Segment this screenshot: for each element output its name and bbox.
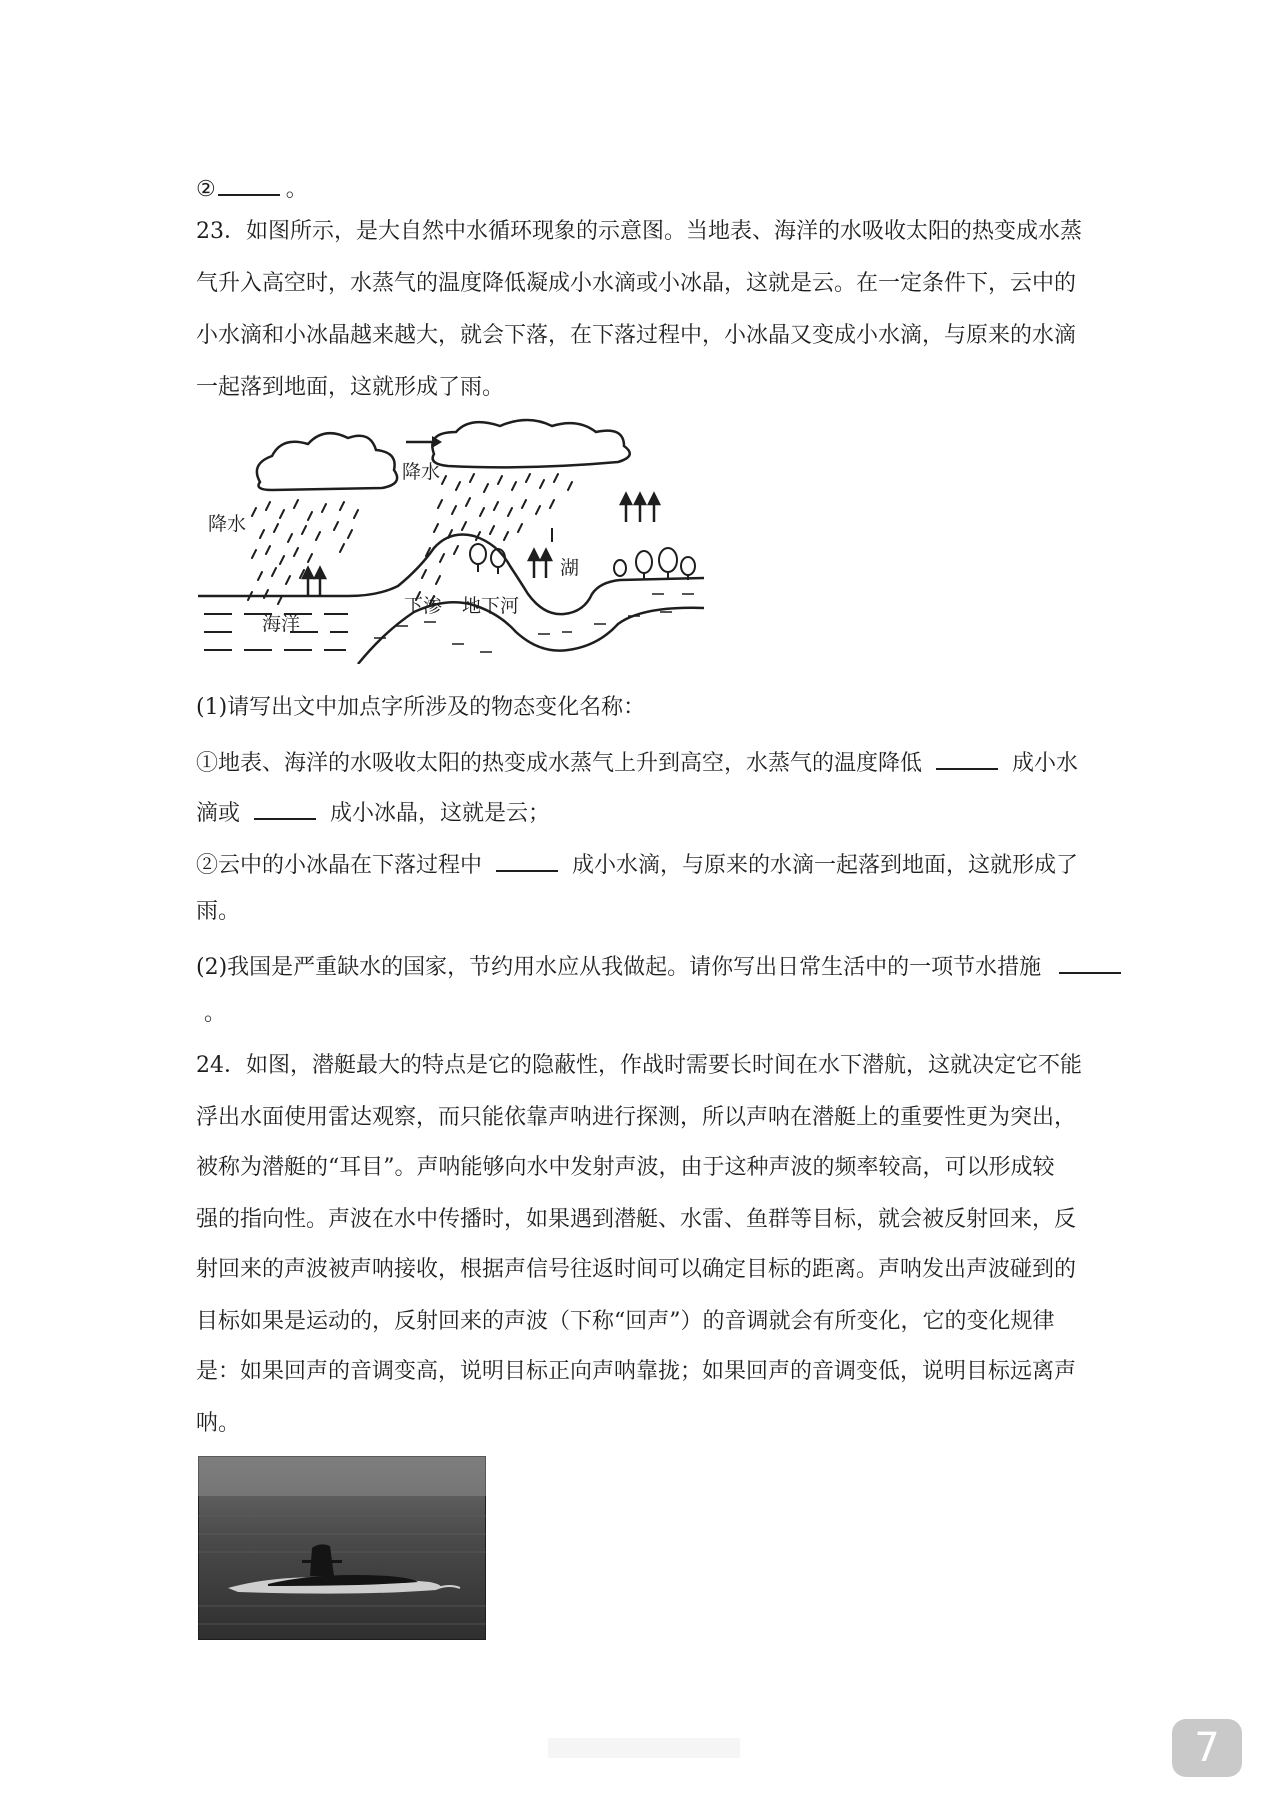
q24-line-8: 呐。 xyxy=(196,1411,241,1436)
watermark-strip xyxy=(548,1738,740,1758)
q22-marker: ② xyxy=(196,177,216,202)
answer-blank[interactable] xyxy=(254,796,316,820)
q23-sub1-a-line2 xyxy=(196,796,550,828)
q23-sub2-text: (2)我国是严重缺水的国家，节约用水应从我做起。请你写出日常生活中的一项节水措施 xyxy=(196,955,1042,980)
label-infiltration: 下渗 xyxy=(404,595,443,617)
q24-line-3: 被称为潜艇的“耳目”。声呐能够向水中发射声波，由于这种声波的频率较高，可以形成较 xyxy=(196,1155,1055,1180)
q23-line-2: 气升入高空时，水蒸气的温度降低凝成小水滴或小冰晶，这就是云。在一定条件下，云中的 xyxy=(196,271,1077,296)
q23-sub1-a-line1 xyxy=(196,746,1078,778)
q23-line-1: 23．如图所示，是大自然中水循环现象的示意图。当地表、海洋的水吸收太阳的热变成水蒸 xyxy=(196,219,1082,244)
q23-sub1-a-text2-end: 成小冰晶，这就是云； xyxy=(330,801,551,826)
label-underground-river: 地下河 xyxy=(462,595,520,617)
q23-sub1-a-text2: 滴或 xyxy=(196,801,241,826)
q24-line-5: 射回来的声波被声呐接收，根据声信号往返时间可以确定目标的距离。声呐发出声波碰到的 xyxy=(196,1257,1077,1282)
q24-line-6: 目标如果是运动的，反射回来的声波（下称“回声”）的音调就会有所变化，它的变化规律 xyxy=(196,1309,1055,1334)
answer-blank[interactable] xyxy=(218,172,280,196)
answer-blank[interactable] xyxy=(496,848,558,872)
water-cycle-diagram xyxy=(198,418,704,664)
q23-sub1-b-line2: 雨。 xyxy=(196,899,241,924)
label-rain-right: 降水 xyxy=(402,461,441,483)
q23-sub1-b-text-end: 成小水滴，与原来的水滴一起落到地面，这就形成了 xyxy=(572,853,1079,878)
q23-sub2-line2: 。 xyxy=(204,1001,227,1026)
page-number-badge: 7 xyxy=(1172,1719,1242,1777)
answer-blank[interactable] xyxy=(936,746,998,770)
q23-line-3: 小水滴和小冰晶越来越大，就会下落，在下落过程中，小冰晶又变成小水滴，与原来的水滴 xyxy=(196,323,1077,348)
q22-suffix: 。 xyxy=(285,177,308,202)
answer-blank[interactable] xyxy=(1059,950,1121,974)
q23-sub1-b-text: ②云中的小冰晶在下落过程中 xyxy=(196,853,483,878)
q23-line-4: 一起落到地面，这就形成了雨。 xyxy=(196,375,505,400)
q23-sub2-line1 xyxy=(196,950,1127,982)
q24-line-1: 24．如图，潜艇最大的特点是它的隐蔽性，作战时需要长时间在水下潜航，这就决定它不能 xyxy=(196,1053,1082,1078)
q23-sub1-a-text-end: 成小水 xyxy=(1012,751,1079,776)
q22-answer-line xyxy=(196,172,308,204)
submarine-photo xyxy=(198,1456,486,1640)
label-lake: 湖 xyxy=(560,557,580,579)
q24-line-4: 强的指向性。声波在水中传播时，如果遇到潜艇、水雷、鱼群等目标，就会被反射回来，反 xyxy=(196,1207,1077,1232)
label-ocean: 海洋 xyxy=(262,613,301,635)
q24-line-7: 是：如果回声的音调变高，说明目标正向声呐靠拢；如果回声的音调变低，说明目标远离声 xyxy=(196,1359,1077,1384)
label-rain-left: 降水 xyxy=(208,513,247,535)
q23-sub1-b-line1 xyxy=(196,848,1078,880)
q24-line-2: 浮出水面使用雷达观察，而只能依靠声呐进行探测，所以声呐在潜艇上的重要性更为突出， xyxy=(196,1105,1077,1130)
q23-sub1-a-text: ①地表、海洋的水吸收太阳的热变成水蒸气上升到高空，水蒸气的温度降低 xyxy=(196,751,923,776)
q23-sub1-title: (1)请写出文中加点字所涉及的物态变化名称： xyxy=(196,695,646,720)
